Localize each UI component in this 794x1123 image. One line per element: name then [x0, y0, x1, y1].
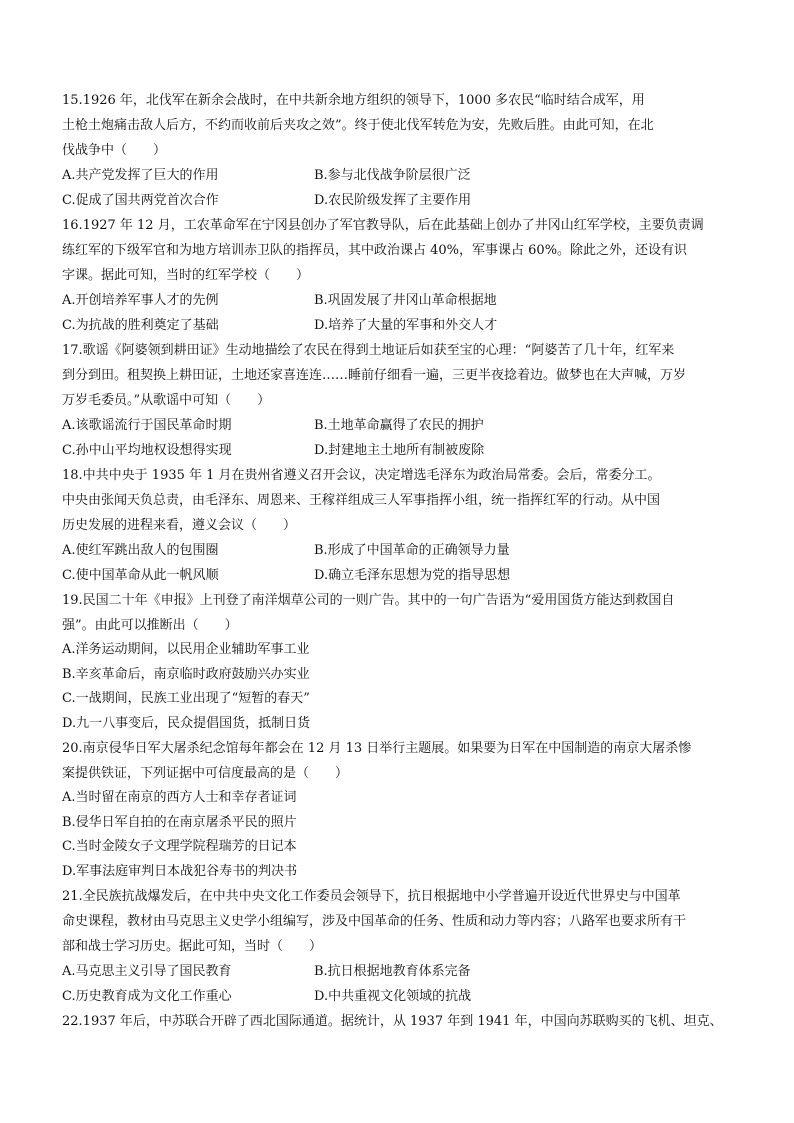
question-stem-line: 万岁毛委员。”从歌谣中可知（ ） — [62, 393, 271, 408]
option-a[interactable]: A.共产党发挥了巨大的作用 — [62, 168, 219, 183]
question-21 — [62, 884, 744, 1009]
option-a[interactable]: A.该歌谣流行于国民革命时期 — [62, 418, 232, 433]
option-row — [62, 188, 744, 213]
option-row — [62, 984, 744, 1009]
question-stem-line: 命史课程，教材由马克思主义史学小组编写，涉及中国革命的任务、性质和动力等内容；八路军也要求所有干 — [62, 914, 687, 929]
option-row — [62, 313, 744, 338]
question-stem-line: 20.南京侵华日军大屠杀纪念馆每年都会在 12 月 13 日举行主题展。如果要为日军在中国制造的南京大屠杀惨 — [62, 741, 692, 756]
option-a[interactable]: A.马克思主义引导了国民教育 — [62, 964, 232, 979]
option-row — [62, 163, 744, 188]
question-stem-line: 练红军的下级军官和为地方培训赤卫队的指挥员，其中政治课占 40%，军事课占 60%。除此之外，还设有识 — [62, 243, 688, 258]
option-c[interactable]: C.一战期间，民族工业出现了“短暂的春天” — [62, 691, 310, 706]
option-d[interactable]: D.培养了大量的军事和外交人才 — [314, 318, 498, 333]
option-d[interactable]: D.农民阶级发挥了主要作用 — [314, 193, 472, 208]
question-stem-line: 部和战士学习历史。据此可知，当时（ ） — [62, 939, 323, 954]
question-stem-line: 案提供铁证，下列证据中可信度最高的是（ ） — [62, 766, 349, 781]
question-stem-line: 历史发展的进程来看，遵义会议（ ） — [62, 518, 297, 533]
option-a[interactable]: A.洋务运动期间，以民用企业辅助军事工业 — [62, 642, 310, 657]
question-list — [62, 88, 744, 1034]
question-19 — [62, 588, 744, 736]
question-stem-line: 16.1927 年 12 月，工农革命军在宁冈县创办了军官教导队，后在此基础上创办了井冈山红军学校，主要负责调 — [62, 218, 704, 233]
option-b[interactable]: B.土地革命赢得了农民的拥护 — [314, 418, 484, 433]
question-stem-line: 17.歌谣《阿婆领到耕田证》生动地描绘了农民在得到土地证后如获至宝的心理：“阿婆苦了几十年，红军来 — [62, 343, 675, 358]
question-17 — [62, 338, 744, 463]
option-row — [62, 563, 744, 588]
option-b[interactable]: B.巩固发展了井冈山革命根据地 — [314, 293, 497, 308]
option-d[interactable]: D.九一八事变后，民众提倡国货，抵制日货 — [62, 715, 311, 731]
option-row — [62, 538, 744, 563]
question-stem-line: 15.1926 年，北伐军在新余会战时，在中共新余地方组织的领导下，1000 多农民“临时结合成军，用 — [62, 93, 645, 108]
option-c[interactable]: C.为抗战的胜利奠定了基础 — [62, 318, 219, 333]
option-d[interactable]: D.封建地主土地所有制被废除 — [314, 443, 485, 458]
option-row — [62, 413, 744, 438]
option-b[interactable]: B.形成了中国革命的正确领导力量 — [314, 543, 510, 558]
option-row — [62, 288, 744, 313]
option-c[interactable]: C.促成了国共两党首次合作 — [62, 193, 219, 208]
option-c[interactable]: C.历史教育成为文化工作重心 — [62, 989, 232, 1004]
option-c[interactable]: C.当时金陵女子文理学院程瑞芳的日记本 — [62, 839, 297, 854]
question-stem-line: 伐战争中（ ） — [62, 143, 167, 158]
question-20 — [62, 736, 744, 884]
option-d[interactable]: D.军事法庭审判日本战犯谷寿书的判决书 — [62, 863, 298, 879]
question-stem-line: 18.中共中央于 1935 年 1 月在贵州省遵义召开会议，决定增选毛泽东为政治局常委。会后，常委分工。 — [62, 468, 661, 483]
option-a[interactable]: A.开创培养军事人才的先例 — [62, 293, 219, 308]
option-a[interactable]: A.使红军跳出敌人的包围圈 — [62, 543, 219, 558]
question-18 — [62, 463, 744, 588]
question-stem-line: 土枪土炮痛击敌人后方，不约而收前后夹攻之效”。终于使北伐军转危为安，先败后胜。由此可知，在北 — [62, 118, 654, 133]
question-stem-line: 19.民国二十年《申报》上刊登了南洋烟草公司的一则广告。其中的一句广告语为“爱用国货方能达到救国自 — [62, 593, 675, 608]
question-16 — [62, 213, 744, 338]
question-stem-line: 22.1937 年后，中苏联合开辟了西北国际通道。据统计，从 1937 年到 1941 年，中国向苏联购买的飞机、坦克、 — [62, 1014, 723, 1029]
option-b[interactable]: B.侵华日军自拍的在南京屠杀平民的照片 — [62, 814, 297, 830]
option-c[interactable]: C.使中国革命从此一帆风顺 — [62, 568, 219, 583]
option-d[interactable]: D.确立毛泽东思想为党的指导思想 — [314, 568, 511, 583]
option-row — [62, 438, 744, 463]
question-stem-line: 到分到田。租契换上耕田证，土地还家喜连连……睡前仔细看一遍，三更半夜捻着边。做梦也在大声喊，万岁 — [62, 368, 687, 383]
question-stem-line: 强”。由此可以推断出（ ） — [62, 618, 238, 633]
question-15 — [62, 88, 744, 213]
option-b[interactable]: B.辛亥革命后，南京临时政府鼓励兴办实业 — [62, 666, 310, 682]
option-b[interactable]: B.抗日根据地教育体系完备 — [314, 964, 471, 979]
option-b[interactable]: B.参与北伐战争阶层很广泛 — [314, 168, 471, 183]
question-22 — [62, 1009, 744, 1034]
option-a[interactable]: A.当时留在南京的西方人士和幸存者证词 — [62, 790, 297, 805]
option-d[interactable]: D.中共重视文化领域的抗战 — [314, 989, 472, 1004]
question-stem-line: 中央由张闻天负总责，由毛泽东、周恩来、王稼祥组成三人军事指挥小组，统一指挥红军的行动。从中国 — [62, 493, 661, 508]
question-stem-line: 字课。据此可知，当时的红军学校（ ） — [62, 268, 310, 283]
question-stem-line: 21.全民族抗战爆发后，在中共中央文化工作委员会领导下，抗日根据地中小学普遍开设近代世界史与中国革 — [62, 889, 681, 904]
option-row — [62, 959, 744, 984]
option-c[interactable]: C.孙中山平均地权设想得实现 — [62, 443, 232, 458]
